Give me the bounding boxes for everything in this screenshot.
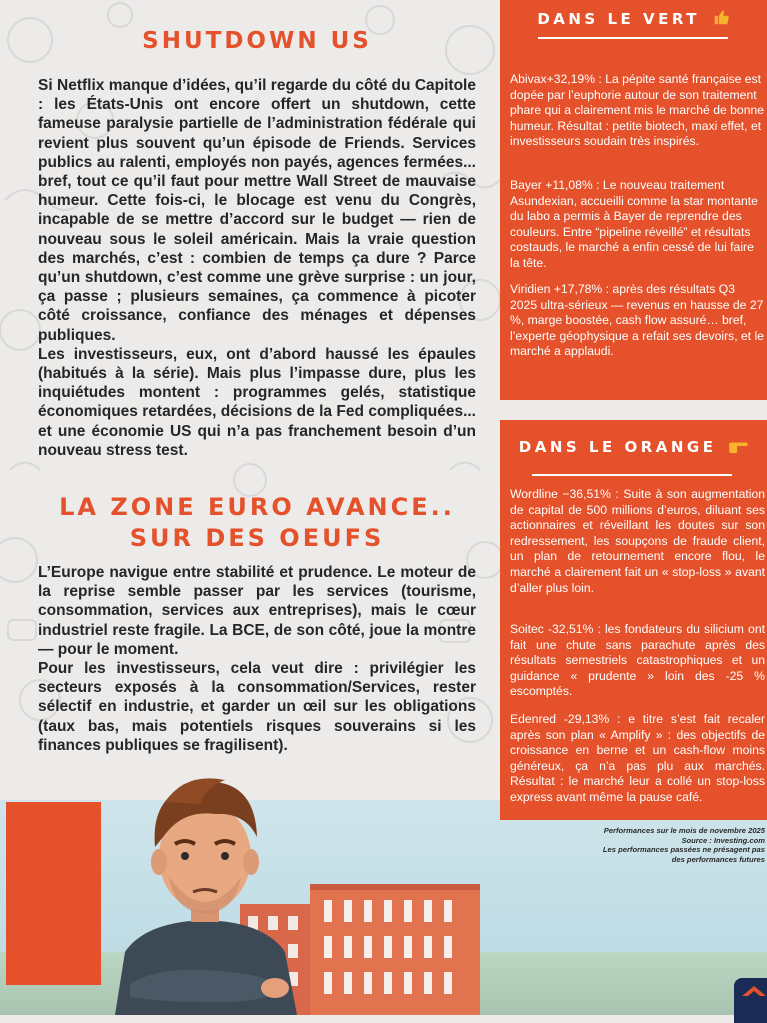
orange-decor-block xyxy=(6,802,101,985)
article-shutdown-body xyxy=(38,76,476,460)
panel-orange-title-text: DANS LE ORANGE xyxy=(518,438,717,456)
article-eurozone-title-line2: SUR DES OEUFS xyxy=(129,524,385,552)
entry-viridien: Viridien +17,78% : après des résultats Q3 2025 ultra-sérieux — revenus en hausse de 27 %, marge boostée, cash flow assuré… bref, l’experte géophysique a refait ses devoirs, et le marché a applaudi. xyxy=(510,282,765,359)
panel-vert-title-text: DANS LE VERT xyxy=(537,10,700,28)
entry-bayer: Bayer +11,08% : Le nouveau traitement Asundexian, accueilli comme la star montante du labo a permis à Bayer de reprendre des couleurs. Entre “pipeline réveillé” et résultats costauds, le marché a enfin cessé de lui faire la tête. xyxy=(510,178,758,270)
article-eurozone-title xyxy=(38,492,476,554)
panel-orange-divider xyxy=(532,474,732,476)
article-eurozone-paragraph: L’Europe navigue entre stabilité et prudence. Le moteur de la reprise semble passer par les services (tourisme, consommation, services aux entreprises), mais le cœur industriel reste fragile. La BCE, de son côté, joue la montre — pour le moment. xyxy=(38,564,476,658)
sources-footnote xyxy=(520,826,765,864)
logo-badge xyxy=(734,978,767,1023)
panel-vert-title xyxy=(500,9,767,28)
entry-soitec: Soitec -32,51% : les fondateurs du silicium ont fait une chute sans parachute après des résultats semestriels catastrophiques et un guidance « prudente » loin des -25 % escomptés. xyxy=(510,622,765,699)
article-eurozone-body xyxy=(38,563,476,755)
sources-period: Performances sur le mois de novembre 2025 xyxy=(603,826,765,835)
pointing-hand-icon xyxy=(728,438,748,454)
panel-dans-le-orange xyxy=(500,420,767,820)
article-eurozone-paragraph: Pour les investisseurs, cela veut dire : privilégier les secteurs exposés à la consommation/Services, rester sélectif en industrie, et garder un œil sur les obligations (taux bas, mais potentiels risques souverains si les finances publiques se fragilisent). xyxy=(38,660,476,754)
panel-vert-divider xyxy=(538,37,728,39)
panel-orange-title xyxy=(500,438,767,456)
entry-wordline: Wordline −36,51% : Suite à son augmentation de capital de 500 millions d’euros, diluant ses actionnaires et réveillant les doutes sur son redressement, les soupçons de fraude client, un plan de retournement encore flou, le marché a clairement fait un « stop-loss » avant d’aller plus loin. xyxy=(510,487,765,595)
entry-abivax: Abivax+32,19% : La pépite santé française est dopée par l’euphorie autour de son traitement phare qui a clairement mis le marché de bonne humeur. Résultat : petite biotech, maxi effet, et investisseurs soudain très inspirés. xyxy=(510,72,765,149)
article-shutdown-title: SHUTDOWN US xyxy=(142,28,372,54)
sources-disclaimer-cont: des performances futures xyxy=(671,854,765,864)
entry-edenred: Edenred -29,13% : e titre s’est fait recaler après son plan « Amplify » : des objectifs de croissance en berne et un cash-flow moins généreux, ça n’a pas plu aux marchés. Résultat : le marché leur a collé un stop-loss express avant même la pause café. xyxy=(510,712,765,804)
worried-man-illustration xyxy=(105,752,305,1015)
panel-dans-le-vert xyxy=(500,0,767,400)
sources-disclaimer: Les performances passées ne présagent pas xyxy=(602,845,765,855)
article-eurozone-title-line1: LA ZONE EURO AVANCE.. xyxy=(59,493,455,521)
logo-mark-icon xyxy=(734,978,767,1015)
sources-origin: Source : Investing.com xyxy=(681,835,765,845)
article-shutdown-paragraph: Si Netflix manque d’idées, qu’il regarde du côté du Capitole : les États-Unis ont encore offert un shutdown, cette fameuse paralysie partielle de l’administration fédérale qui revient plus souvent qu’un épisode de Friends. Services publics au ralenti, employés non payés, agences fermées... bref, tout ce qu’il faut pour mettre Wall Street de mauvaise humeur. Cette fois-ci, le blocage est venu du Congrès, incapable de se mettre d’accord sur le budget — rien de nouveau sous le soleil américain. Mais la vraie question des marchés, c’est : combien de temps ça dure ? Parce qu’un shutdown, c’est comme une grève surprise : un jour, ça passe ; plusieurs semaines, ça commence à picoter côté croissance, confiance des ménages et dépenses publiques. xyxy=(38,77,476,344)
article-shutdown-paragraph: Les investisseurs, eux, ont d’abord haussé les épaules (habitués à la série). Mais plus l’impasse dure, plus les inquiétudes montent : programmes gelés, statistique économiques retardées, décisions de la Fed compliquées... et une économie US qui n’a pas franchement besoin d’un nouveau stress test. xyxy=(38,345,476,459)
thumbs-up-icon xyxy=(713,9,730,26)
